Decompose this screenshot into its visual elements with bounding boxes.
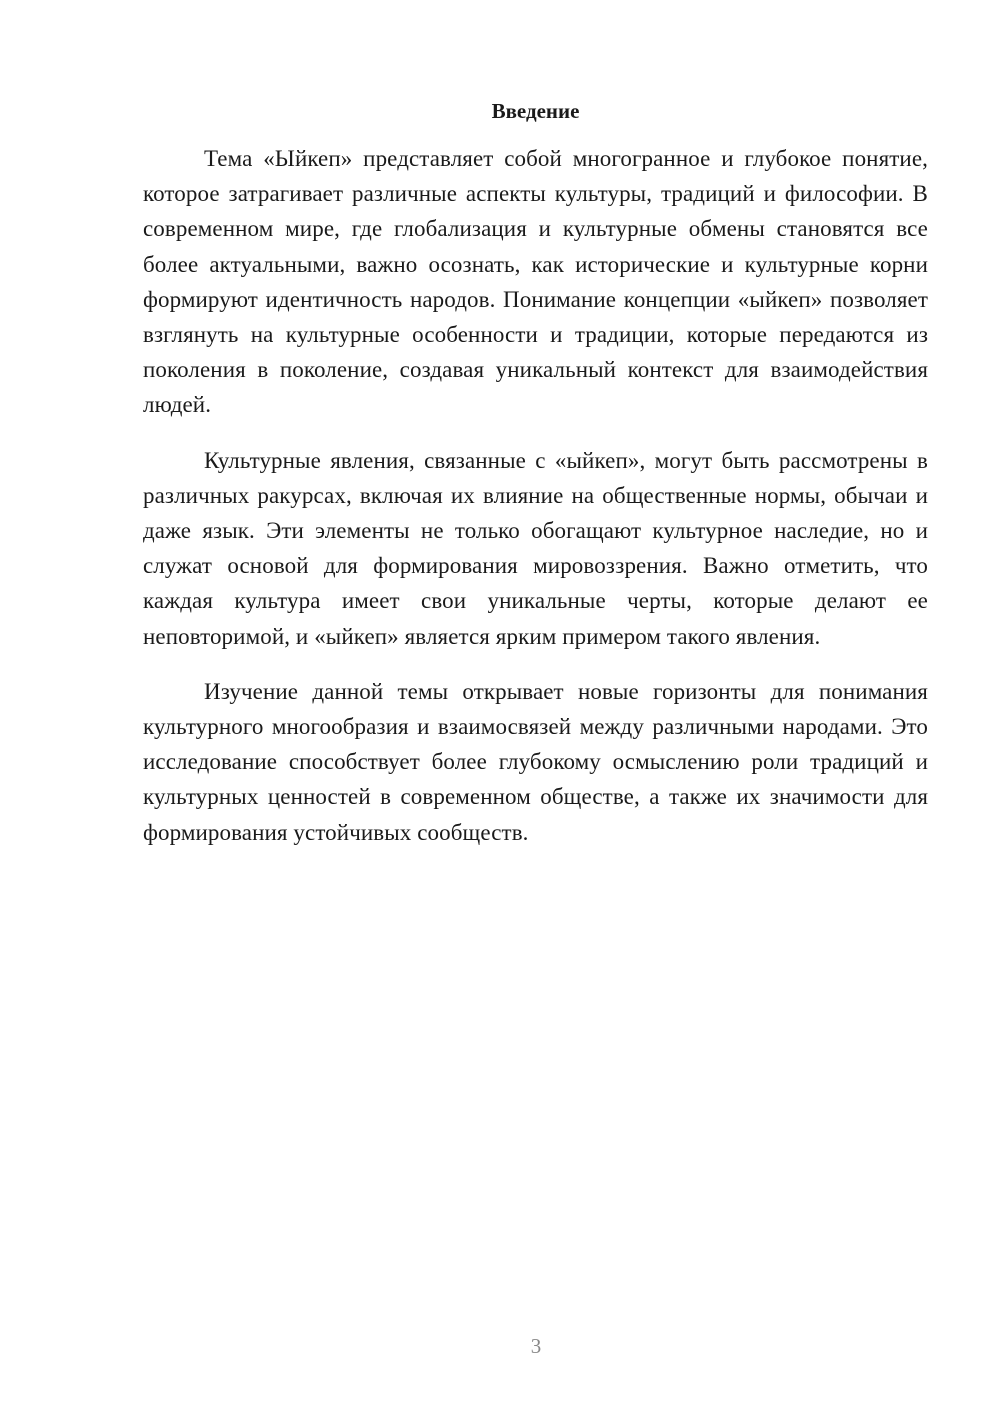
page-content: [143, 94, 928, 870]
page-number: 3: [530, 1334, 542, 1358]
section-title: Введение: [491, 99, 580, 123]
paragraph-1: Тема «Ыйкеп» представляет собой многогранное и глубокое понятие, которое затрагивает различные аспекты культуры, традиций и философии. В современном мире, где глобализация и культурные обмены становятся все более актуальными, важно осознать, как исторические и культурные корни формируют идентичность народов. Понимание концепции «ыйкеп» позволяет взглянуть на культурные особенности и традиции, которые передаются из поколения в поколение, создавая уникальный контекст для взаимодействия людей.: [143, 146, 928, 418]
paragraph-2: Культурные явления, связанные с «ыйкеп», могут быть рассмотрены в различных ракурсах, включая их влияние на общественные нормы, обычаи и даже язык. Эти элементы не только обогащают культурное наследие, но и служат основой для формирования мировоззрения. Важно отметить, что каждая культура имеет свои уникальные черты, которые делают ее неповторимой, и «ыйкеп» является ярким примером такого явления.: [143, 447, 928, 649]
paragraph-3: Изучение данной темы открывает новые горизонты для понимания культурного многообразия и взаимосвязей между различными народами. Это исследование способствует более глубокому осмыслению роли традиций и культурных ценностей в современном обществе, а также их значимости для формирования устойчивых сообществ.: [143, 678, 928, 845]
